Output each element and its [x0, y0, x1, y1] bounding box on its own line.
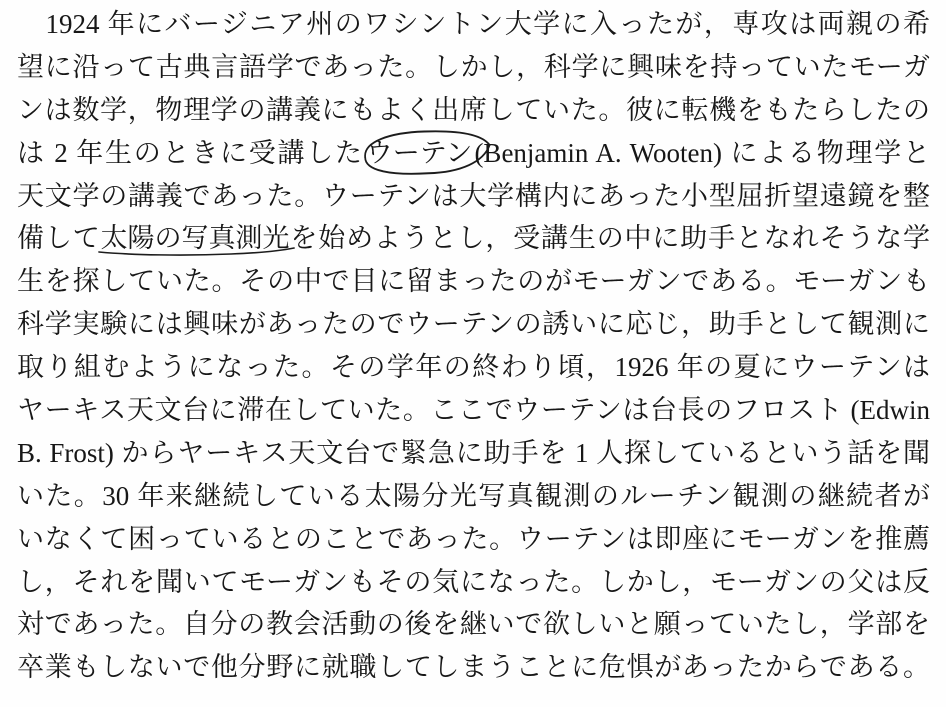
text-line: B. Frost) からヤーキス天文台で緊急に助手を 1 人探しているという話を聞 — [17, 437, 930, 468]
text-line: 取り組むようになった。その学年の終わり頃，1926 年の夏にウーテンは — [17, 352, 930, 383]
text-line: 対であった。自分の教会活動の後を継いで欲しいと願っていたし，学部を — [17, 609, 930, 640]
underlined-term — [101, 217, 290, 260]
text-line: いた。30 年来継続している太陽分光写真観測のルーチン観測の継続者が — [17, 480, 930, 511]
circled-term — [364, 132, 475, 175]
underlined-term-text: 太陽の写真測光 — [100, 223, 290, 254]
text-line: 生を探していた。その中で目に留まったのがモーガンである。モーガンも — [17, 266, 930, 297]
line-text-suffix: (Benjamin A. Wooten) による物理学と — [474, 137, 930, 168]
text-block — [17, 3, 930, 689]
line-text-prefix: は 2 年生のときに受講した — [17, 137, 364, 168]
text-line: ンは数学，物理学の講義にもよく出席していた。彼に転機をもたらしたの — [17, 94, 930, 125]
text-line: 天文学の講義であった。ウーテンは大学構内にあった小型屈折望遠鏡を整 — [17, 180, 930, 211]
text-line: 1924 年にバージニア州のワシントン大学に入ったが，専攻は両親の希 — [17, 9, 930, 39]
text-line: ヤーキス天文台に滞在していた。ここでウーテンは台長のフロスト (Edwin — [17, 395, 930, 426]
line-text-prefix: 備して — [17, 223, 101, 254]
text-line: 望に沿って古典言語学であった。しかし，科学に興味を持っていたモーガ — [17, 51, 930, 82]
text-line: し，それを聞いてモーガンもその気になった。しかし，モーガンの父は反 — [17, 566, 930, 597]
text-line: 科学実験には興味があったのでウーテンの誘いに応じ，助手として観測に — [17, 309, 930, 340]
text-line — [17, 132, 930, 175]
line-text-suffix: を始めようとし，受講生の中に助手となれそうな学 — [289, 223, 931, 254]
text-line: 卒業もしないで他分野に就職してしまうことに危惧があったからである。 — [17, 652, 930, 683]
text-line: いなくて困っているとのことであった。ウーテンは即座にモーガンを推薦 — [17, 523, 930, 554]
text-line — [17, 217, 930, 260]
circled-term-text: ウーテン — [365, 137, 473, 168]
